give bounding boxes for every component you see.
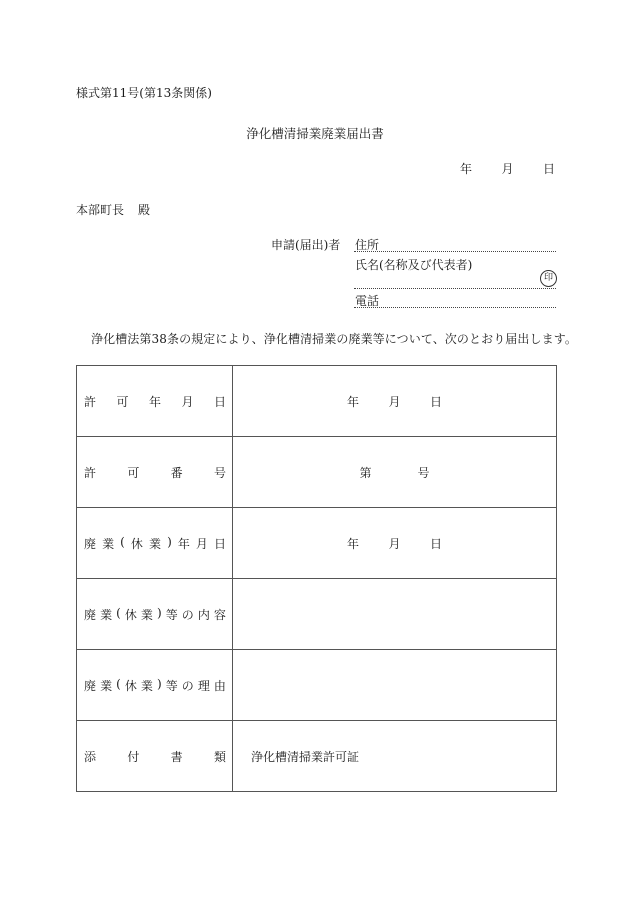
label-char: 廃 — [84, 536, 97, 551]
label-char: 休 — [124, 607, 137, 622]
row-label-attachments — [77, 721, 233, 792]
label-char: 業 — [148, 536, 161, 551]
label-char: 添 — [84, 749, 97, 764]
date-year-label: 年 — [460, 162, 473, 176]
label-char: 月 — [195, 536, 208, 551]
label-char: 日 — [213, 394, 226, 409]
name-field[interactable] — [354, 288, 556, 289]
page-title: 浄化槽清掃業廃業届出書 — [246, 126, 384, 141]
label-char: ) — [156, 605, 162, 620]
date-month-label: 月 — [501, 162, 514, 176]
address-field[interactable] — [354, 251, 556, 252]
label-char: 容 — [213, 607, 226, 622]
label-char: ( — [116, 605, 121, 620]
label-char: 類 — [213, 749, 226, 764]
table-row — [77, 650, 557, 721]
label-char: 許 — [84, 394, 97, 409]
label-char: 年 — [148, 394, 161, 409]
label-char: 日 — [213, 536, 226, 551]
closure-date-field[interactable] — [233, 508, 557, 579]
label-char: 休 — [130, 536, 143, 551]
label-char: 廃 — [84, 678, 97, 693]
label-char: の — [181, 607, 194, 622]
date-year-label: 年 — [347, 536, 360, 551]
label-char: 番 — [170, 465, 183, 480]
label-char: 業 — [100, 678, 113, 693]
label-char: ) — [167, 534, 172, 549]
number-prefix: 第 — [359, 465, 372, 480]
label-char: 業 — [140, 678, 153, 693]
label-char: 業 — [140, 607, 153, 622]
name-label: 氏名(名称及び代表者) — [355, 258, 473, 272]
label-char: 理 — [197, 678, 210, 693]
seal-mark: 印 — [540, 270, 557, 287]
row-label-closure-reason — [77, 650, 233, 721]
label-char: 業 — [100, 607, 113, 622]
table-row — [77, 579, 557, 650]
form-number: 様式第11号(第13条関係) — [76, 86, 212, 100]
label-char: 号 — [213, 465, 226, 480]
date-day-label: 日 — [542, 162, 555, 176]
date-day-label: 日 — [429, 394, 442, 409]
notification-table — [76, 365, 557, 792]
addressee — [76, 201, 150, 218]
label-char: 許 — [84, 465, 97, 480]
attachments-field: 浄化槽清掃業許可証 — [233, 721, 557, 792]
date-day-label: 日 — [429, 536, 442, 551]
row-label-permit-number — [77, 437, 233, 508]
label-char: ( — [116, 676, 121, 691]
addressee-honorific: 殿 — [138, 203, 151, 217]
label-char: ) — [156, 676, 162, 691]
number-suffix: 号 — [417, 465, 430, 480]
label-char: 可 — [127, 465, 140, 480]
label-char: 月 — [181, 394, 194, 409]
label-char: 可 — [116, 394, 129, 409]
table-row — [77, 508, 557, 579]
date-month-label: 月 — [388, 394, 401, 409]
label-char: の — [181, 678, 194, 693]
permit-number-field[interactable] — [233, 437, 557, 508]
label-char: 付 — [127, 749, 140, 764]
label-char: 内 — [197, 607, 210, 622]
table-row — [77, 721, 557, 792]
phone-field[interactable] — [354, 307, 556, 308]
row-label-closure-date — [77, 508, 233, 579]
permit-date-field[interactable] — [233, 366, 557, 437]
body-text: 浄化槽法第38条の規定により、浄化槽清掃業の廃業等について、次のとおり届出します。 — [91, 332, 577, 346]
label-char: 書 — [170, 749, 183, 764]
row-label-closure-details — [77, 579, 233, 650]
row-label-permit-date — [77, 366, 233, 437]
addressee-name: 本部町長 — [76, 203, 125, 217]
table-row — [77, 366, 557, 437]
applicant-label: 申請(届出)者 — [271, 238, 341, 252]
label-char: 由 — [213, 678, 226, 693]
label-char: 等 — [165, 607, 178, 622]
label-char: 廃 — [84, 607, 97, 622]
submission-date — [460, 160, 555, 177]
label-char: 休 — [124, 678, 137, 693]
date-year-label: 年 — [347, 394, 360, 409]
phone-label: 電話 — [355, 294, 380, 308]
label-char: ( — [120, 534, 125, 549]
label-char: 等 — [165, 678, 178, 693]
closure-reason-field[interactable] — [233, 650, 557, 721]
date-month-label: 月 — [388, 536, 401, 551]
address-label: 住所 — [355, 238, 380, 252]
label-char: 年 — [177, 536, 190, 551]
table-row — [77, 437, 557, 508]
closure-details-field[interactable] — [233, 579, 557, 650]
label-char: 業 — [102, 536, 115, 551]
